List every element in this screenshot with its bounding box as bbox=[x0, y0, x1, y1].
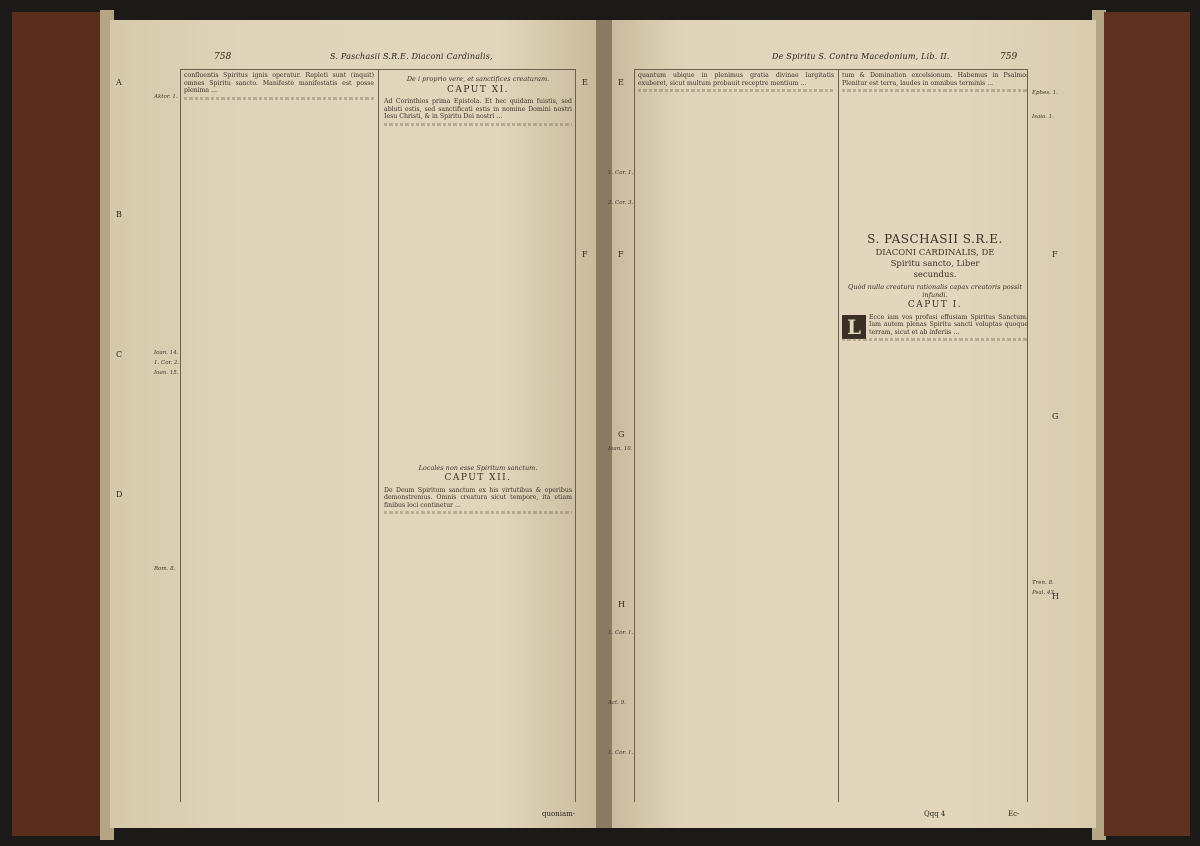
section-letter-c: C bbox=[116, 350, 123, 359]
left-page-number: 758 bbox=[214, 52, 232, 62]
text-paragraph: confluentis Spiritus ignis operatur. Repleti sunt (inquit) omnes Spiritu sancto. Manifestè manifestatis est posse plenima ... bbox=[184, 72, 374, 94]
section-letter-a: A bbox=[116, 78, 122, 87]
text-paragraph bbox=[842, 314, 1028, 337]
left-column-rule bbox=[378, 69, 379, 802]
book-title-line: secundus. bbox=[913, 270, 957, 280]
text-paragraph: Ad Corinthios prima Epistola. Et hec quidam fuistis, sed abluti estis, sed sanctificati estis in nomine Domini nostri Iesu Christi, & in Spiritu Dei nostri ... bbox=[384, 98, 572, 120]
left-running-head: S. Paschasii S.R.E. Diaconi Cardinalis, bbox=[330, 52, 493, 61]
book-title: S. PASCHASII S.R.E. bbox=[867, 232, 1003, 246]
chapter-subtitle: Quòd nulla creatura rationalis capax creatoris possit infundi. bbox=[848, 283, 1022, 299]
margin-note: Isaia. 1. bbox=[1032, 114, 1055, 120]
margin-note: Ephes. 1. bbox=[1032, 90, 1058, 96]
margin-note: Ioan. 10. bbox=[608, 446, 633, 452]
chapter-heading: CAPUT I. bbox=[907, 300, 963, 310]
text-block bbox=[184, 95, 374, 821]
section-letter-d: D bbox=[116, 490, 123, 499]
chapter-heading: CAPUT XII. bbox=[444, 473, 512, 483]
margin-note: Tren. 8. bbox=[1032, 580, 1054, 586]
text-block bbox=[384, 509, 572, 759]
section-letter-f: F bbox=[582, 250, 588, 259]
section-heading: Locales non esse Spiritum sanctum. bbox=[418, 463, 538, 472]
margin-note: 1. Cor. 1. bbox=[608, 630, 634, 636]
chapter-heading: CAPUT XI. bbox=[446, 84, 510, 95]
section-letter-e: E bbox=[618, 78, 624, 87]
right-page-number: 759 bbox=[1000, 52, 1018, 62]
margin-note: Ioan. 14. bbox=[154, 350, 179, 356]
right-column-rule bbox=[838, 69, 839, 802]
book-title-line: DIACONI CARDINALIS, DE bbox=[875, 248, 995, 258]
section-letter-h: H bbox=[1052, 592, 1059, 601]
right-page bbox=[608, 20, 1096, 828]
margin-note: Rom. 8. bbox=[154, 566, 176, 572]
margin-note: Ioan. 15. bbox=[154, 370, 179, 376]
margin-note: Aktor. 1. bbox=[154, 94, 178, 100]
catchword: quoniam- bbox=[542, 810, 576, 818]
section-letter-f: F bbox=[618, 250, 624, 259]
catchword: Ec- bbox=[1008, 810, 1020, 818]
section-letter-e: E bbox=[582, 78, 588, 87]
text-block bbox=[638, 87, 834, 813]
text-block bbox=[842, 87, 1028, 227]
text-paragraph: De Deum Spiritum sanctum ex his virtutibus & operibus demonstremus. Omnis creatura sicut tempore, ita etiam finibus loci continetur ... bbox=[384, 486, 572, 509]
right-column-1 bbox=[638, 72, 834, 813]
margin-note: 1. Cor. 1. bbox=[608, 750, 634, 756]
text-block bbox=[384, 121, 572, 461]
right-column-2 bbox=[842, 72, 1028, 736]
section-letter-g: G bbox=[1052, 412, 1059, 421]
section-letter-f: F bbox=[1052, 250, 1058, 259]
decorated-initial: L bbox=[842, 315, 866, 339]
right-top-rule bbox=[634, 69, 1028, 70]
left-column-1 bbox=[184, 72, 374, 821]
text-paragraph: quantum ubique in plenimus gratia divinae largitatis exuberet, sicut multum probauit receptre mentium ... bbox=[638, 72, 834, 87]
section-letter-b: B bbox=[116, 210, 122, 219]
left-column-2 bbox=[384, 72, 572, 759]
margin-note: Psal. 43. bbox=[1032, 590, 1056, 596]
right-outer-rule bbox=[634, 69, 635, 802]
section-heading: De i proprio vere, et sanctifices creaturam. bbox=[406, 75, 550, 83]
section-letter-g: G bbox=[618, 430, 625, 439]
book-title-line: Spiritu sancto, Liber bbox=[890, 259, 980, 269]
margin-note: 2. Cor. 3. bbox=[608, 200, 634, 206]
margin-note: Act. 9. bbox=[608, 700, 627, 706]
section-letter-h: H bbox=[618, 600, 625, 609]
text-paragraph: tum & Domination excelsionum. Habemus in Psalmo: Plenitur est terra, laudes in omnibus terminis ... bbox=[842, 72, 1028, 87]
margin-note: 1. Cor. 2. bbox=[154, 360, 180, 366]
left-margin-rule bbox=[180, 69, 181, 802]
margin-note: 1. Cor. 1. bbox=[608, 170, 634, 176]
left-page bbox=[110, 20, 596, 828]
right-running-head: De Spiritu S. Contra Macedonium, Lib. II. bbox=[772, 52, 950, 61]
left-outer-rule bbox=[575, 69, 576, 802]
text-block bbox=[842, 336, 1028, 736]
text-paragraph: Ecce iam vos profusi effusiam Spiritus Sanctum. Iam autem plenas Spiritu sancti voluptas quoque terram, sicut et ab inferiis ... bbox=[869, 313, 1028, 336]
signature-mark: Qqq 4 bbox=[924, 810, 946, 818]
